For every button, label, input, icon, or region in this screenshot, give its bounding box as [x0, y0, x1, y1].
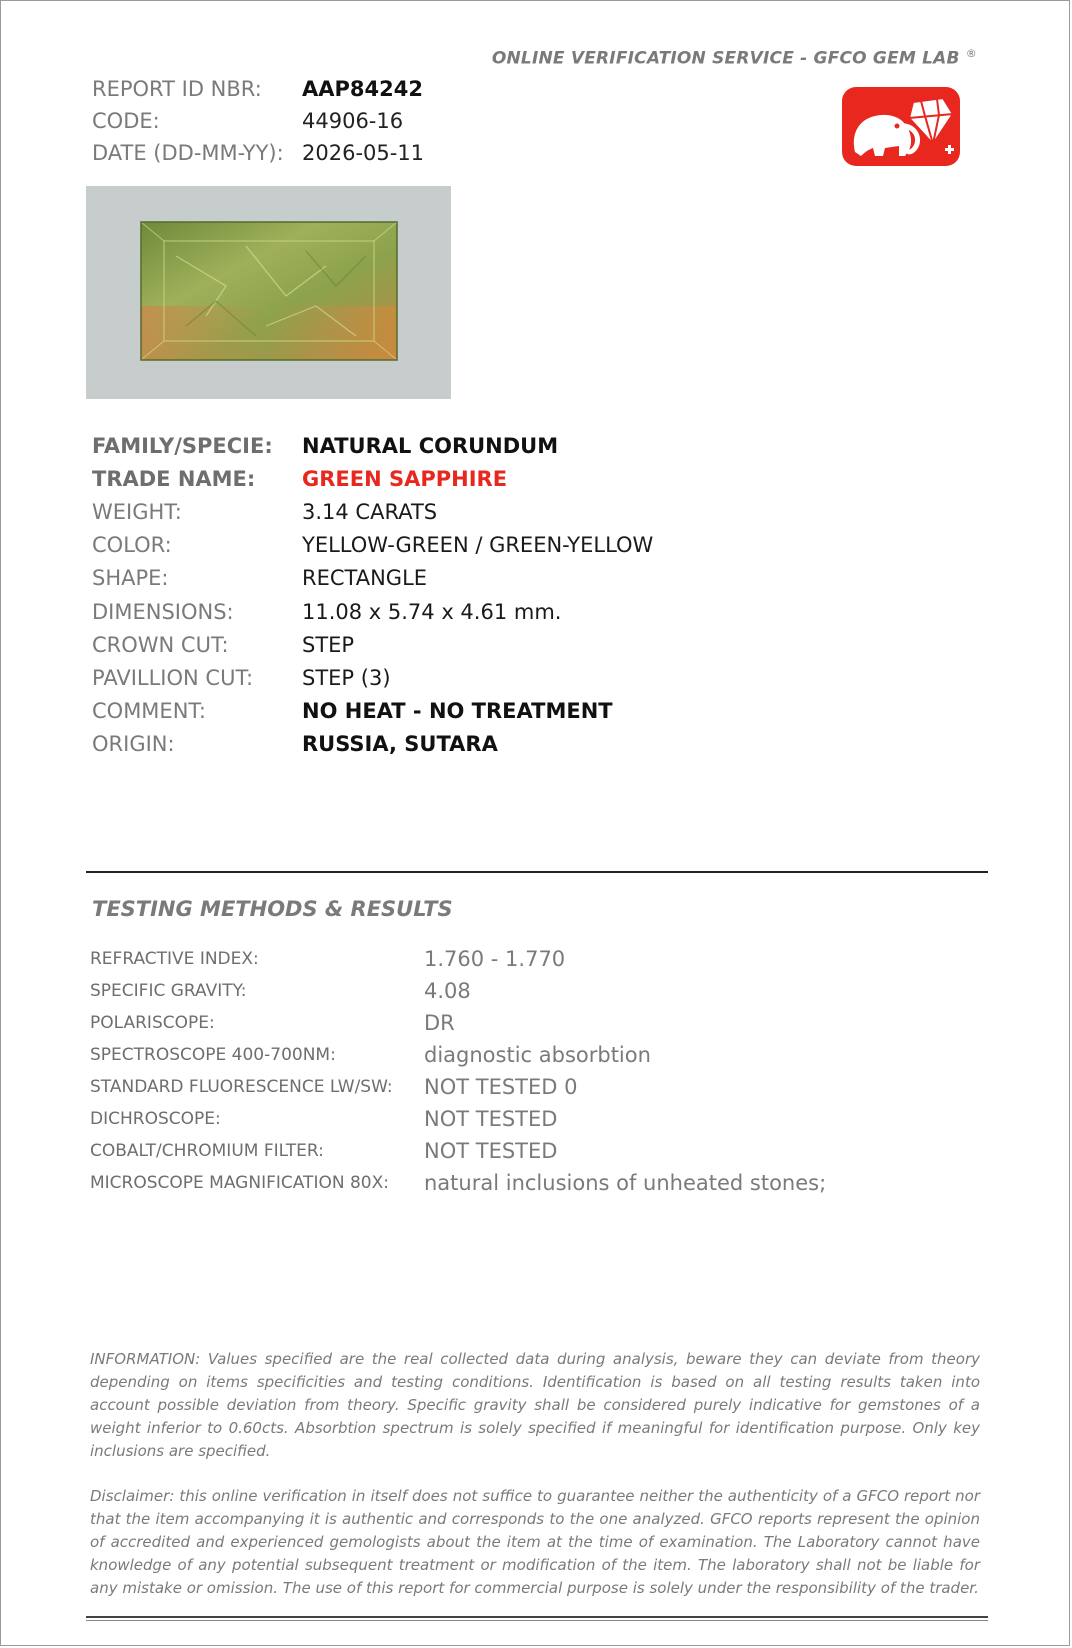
registered-mark: ®	[965, 47, 977, 60]
spec-row-dimensions	[92, 595, 653, 628]
family-label: FAMILY/SPECIE:	[92, 433, 273, 458]
spec-row-origin	[92, 728, 653, 761]
spec-row-crown-cut	[92, 628, 653, 661]
color-value: YELLOW-GREEN / GREEN-YELLOW	[302, 533, 654, 558]
date-row	[92, 137, 424, 169]
gem-specifications	[92, 429, 653, 761]
information-note: INFORMATION: Values specified are the real collected data during analysis, beware they can deviate from theory depending on items specificities and testing conditions. Identification is based on all testing results taken into account possible deviation from theory. Specific gravity shall be considered purely indicative for gemstones of a weight inferior to 0.60cts. Absorbtion spectrum is solely specified if meaningful for identification purpose. Only key inclusions are specified.	[90, 1350, 980, 1460]
dimensions-label: DIMENSIONS:	[92, 599, 234, 624]
filter-value: NOT TESTED	[424, 1139, 558, 1163]
comment-value: NO HEAT - NO TREATMENT	[302, 699, 613, 724]
origin-label: ORIGIN:	[92, 732, 175, 757]
testing-results	[90, 943, 826, 1199]
test-row	[90, 975, 826, 1007]
test-row	[90, 1135, 826, 1167]
service-title: ONLINE VERIFICATION SERVICE - GFCO GEM LAB	[491, 48, 960, 69]
trade-name-label: TRADE NAME:	[92, 466, 256, 491]
spec-row-pavillion-cut	[92, 661, 653, 694]
dichroscope-label: DICHROSCOPE:	[90, 1109, 221, 1129]
spectroscope-label: SPECTROSCOPE 400-700NM:	[90, 1045, 336, 1065]
test-row	[90, 1071, 826, 1103]
test-row	[90, 943, 826, 975]
gfco-logo-icon	[841, 86, 961, 167]
green-sapphire-rectangle-photo	[86, 186, 451, 399]
filter-label: COBALT/CHROMIUM FILTER:	[90, 1141, 324, 1161]
microscope-label: MICROSCOPE MAGNIFICATION 80X:	[90, 1173, 389, 1193]
specific-gravity-value: 4.08	[424, 979, 471, 1003]
shape-value: RECTANGLE	[302, 566, 428, 591]
shape-label: SHAPE:	[92, 566, 169, 591]
weight-label: WEIGHT:	[92, 499, 182, 524]
specific-gravity-label: SPECIFIC GRAVITY:	[90, 981, 247, 1001]
test-row	[90, 1007, 826, 1039]
spec-row-family	[92, 429, 653, 462]
date-value: 2026-05-11	[302, 141, 425, 165]
report-id-value: AAP84242	[302, 77, 423, 101]
footer-divider-thin	[86, 1620, 988, 1621]
pavillion-cut-label: PAVILLION CUT:	[92, 665, 254, 690]
dichroscope-value: NOT TESTED	[424, 1107, 558, 1131]
pavillion-cut-value: STEP (3)	[302, 665, 391, 690]
verification-service-header	[492, 47, 977, 69]
crown-cut-label: CROWN CUT:	[92, 632, 229, 657]
polariscope-value: DR	[424, 1011, 455, 1035]
test-row	[90, 1103, 826, 1135]
spec-row-shape	[92, 562, 653, 595]
polariscope-label: POLARISCOPE:	[90, 1013, 215, 1033]
microscope-value: natural inclusions of unheated stones;	[424, 1171, 827, 1195]
spectroscope-value: diagnostic absorbtion	[424, 1043, 651, 1067]
spec-row-trade-name	[92, 462, 653, 495]
spec-row-comment	[92, 695, 653, 728]
testing-section-title: TESTING METHODS & RESULTS	[92, 897, 453, 921]
trade-name-value: GREEN SAPPHIRE	[302, 466, 508, 491]
refractive-index-value: 1.760 - 1.770	[424, 947, 566, 971]
refractive-index-label: REFRACTIVE INDEX:	[90, 949, 259, 969]
crown-cut-value: STEP	[302, 632, 355, 657]
dimensions-value: 11.08 x 5.74 x 4.61 mm.	[302, 599, 562, 624]
test-row	[90, 1167, 826, 1199]
code-value: 44906-16	[302, 109, 404, 133]
spec-row-weight	[92, 495, 653, 528]
comment-label: COMMENT:	[92, 699, 207, 724]
date-label: DATE (DD-MM-YY):	[92, 141, 284, 165]
fluorescence-label: STANDARD FLUORESCENCE LW/SW:	[90, 1077, 393, 1097]
report-id-row	[92, 73, 424, 105]
fluorescence-value: NOT TESTED 0	[424, 1075, 578, 1099]
color-label: COLOR:	[92, 533, 172, 558]
disclaimer-note: Disclaimer: this online verification in itself does not suffice to guarantee neither the authenticity of a GFCO report nor that the item accompanying it is authentic and corresponds to the one analyzed. GFCO reports represent the opinion of accredited and experienced gemologists about the item at the time of examination. The Laboratory cannot have knowledge of any potential subsequent treatment or modification of the item. The laboratory shall not be liable for any mistake or omission. The use of this report for commercial purpose is solely under the responsibility of the trader.	[90, 1487, 980, 1597]
section-divider	[86, 871, 988, 873]
report-meta	[92, 73, 424, 169]
spec-row-color	[92, 529, 653, 562]
code-row	[92, 105, 424, 137]
test-row	[90, 1039, 826, 1071]
report-id-label: REPORT ID NBR:	[92, 77, 262, 101]
family-value: NATURAL CORUNDUM	[302, 433, 559, 458]
code-label: CODE:	[92, 109, 160, 133]
origin-value: RUSSIA, SUTARA	[302, 732, 498, 757]
weight-value: 3.14 CARATS	[302, 499, 438, 524]
footer-divider	[86, 1616, 988, 1618]
